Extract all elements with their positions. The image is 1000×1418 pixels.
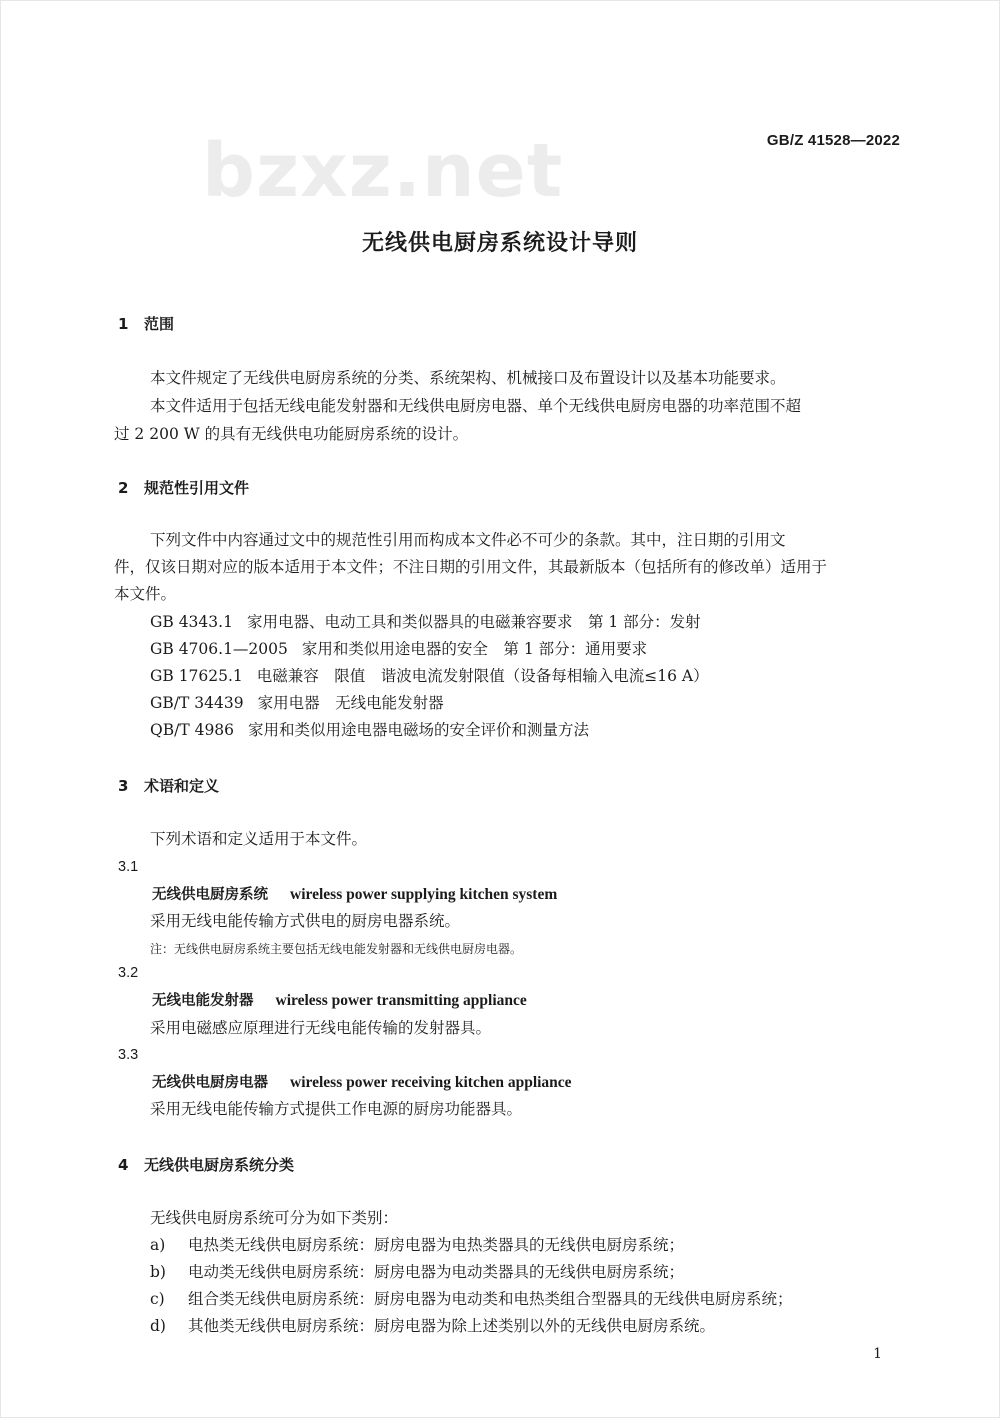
term-number: 3.3 — [118, 1047, 139, 1063]
term-entry — [152, 991, 527, 1011]
paragraph: 本文件规定了无线供电厨房系统的分类、系统架构、机械接口及布置设计以及基本功能要求。 — [150, 369, 786, 387]
reference-title: 家用和类似用途电器的安全 第 1 部分：通用要求 — [301, 640, 648, 658]
term-entry — [152, 885, 557, 905]
list-item-text: 其他类无线供电厨房系统：厨房电器为除上述类别以外的无线供电厨房系统。 — [188, 1317, 716, 1335]
term-note: 注：无线供电厨房系统主要包括无线电能发射器和无线供电厨房电器。 — [150, 942, 523, 956]
section-title: 无线供电厨房系统分类 — [144, 1156, 295, 1174]
term-zh: 无线电能发射器 — [152, 993, 254, 1009]
reference-title: 家用电器 无线电能发射器 — [257, 694, 444, 712]
term-number: 3.1 — [118, 859, 139, 875]
reference-code: GB 4706.1—2005 — [150, 640, 288, 658]
section-number: 2 — [118, 479, 129, 497]
reference-code: GB 17625.1 — [150, 667, 243, 685]
reference-item — [150, 666, 709, 686]
term-definition: 采用电磁感应原理进行无线电能传输的发射器具。 — [150, 1019, 492, 1037]
term-definition: 采用无线电能传输方式提供工作电源的厨房功能器具。 — [150, 1100, 523, 1118]
document-title: 无线供电厨房系统设计导则 — [361, 231, 638, 256]
list-marker: d) — [150, 1317, 166, 1335]
reference-code: QB/T 4986 — [150, 721, 235, 739]
list-marker: b) — [150, 1263, 166, 1281]
list-item-text: 电热类无线供电厨房系统：厨房电器为电热类器具的无线供电厨房系统； — [188, 1236, 685, 1254]
watermark: bzxz.net — [202, 128, 564, 214]
reference-code: GB 4343.1 — [150, 613, 233, 631]
section-1-heading — [118, 314, 174, 334]
term-zh: 无线供电厨房系统 — [152, 887, 268, 903]
section-title: 术语和定义 — [144, 777, 220, 795]
section-2-heading — [118, 478, 249, 498]
term-entry — [152, 1073, 572, 1093]
list-marker: a) — [150, 1236, 166, 1254]
reference-item — [150, 639, 647, 659]
list-marker: c) — [150, 1290, 165, 1308]
term-en: wireless power receiving kitchen appliance — [290, 1074, 572, 1091]
section-number: 1 — [118, 315, 129, 333]
reference-title: 家用电器、电动工具和类似器具的电磁兼容要求 第 1 部分：发射 — [246, 613, 701, 631]
reference-item — [150, 693, 444, 713]
reference-item — [150, 612, 701, 632]
term-number: 3.2 — [118, 965, 139, 981]
list-item — [150, 1262, 684, 1282]
paragraph: 本文件适用于包括无线电能发射器和无线供电厨房电器、单个无线供电厨房电器的功率范围不超 — [150, 397, 802, 415]
paragraph: 无线供电厨房系统可分为如下类别： — [150, 1209, 399, 1227]
section-title: 规范性引用文件 — [144, 479, 250, 497]
reference-title: 家用和类似用途电器电磁场的安全评价和测量方法 — [248, 721, 590, 739]
list-item-text: 电动类无线供电厨房系统：厨房电器为电动类器具的无线供电厨房系统； — [188, 1263, 685, 1281]
reference-code: GB/T 34439 — [150, 694, 244, 712]
paragraph-continuation: 件，仅该日期对应的版本适用于本文件；不注日期的引用文件，其最新版本（包括所有的修改单）适用于 — [114, 558, 828, 576]
list-item-text: 组合类无线供电厨房系统：厨房电器为电动类和电热类组合型器具的无线供电厨房系统； — [188, 1290, 793, 1308]
paragraph: 下列文件中内容通过文中的规范性引用而构成本文件必不可少的条款。其中，注日期的引用文 — [150, 531, 786, 549]
paragraph: 下列术语和定义适用于本文件。 — [150, 830, 368, 848]
paragraph-continuation: 过 2 200 W 的具有无线供电功能厨房系统的设计。 — [114, 425, 469, 443]
reference-title: 电磁兼容 限值 谐波电流发射限值（设备每相输入电流≤16 A） — [256, 667, 709, 685]
section-title: 范围 — [144, 315, 175, 333]
section-number: 4 — [118, 1156, 129, 1174]
list-item — [150, 1316, 715, 1336]
term-en: wireless power transmitting appliance — [275, 992, 527, 1009]
list-item — [150, 1235, 684, 1255]
reference-item — [150, 720, 589, 740]
list-item — [150, 1289, 793, 1309]
section-3-heading — [118, 776, 219, 796]
term-definition: 采用无线电能传输方式供电的厨房电器系统。 — [150, 912, 461, 930]
section-number: 3 — [118, 777, 129, 795]
term-zh: 无线供电厨房电器 — [152, 1075, 268, 1091]
term-en: wireless power supplying kitchen system — [290, 886, 558, 903]
page-number: 1 — [873, 1346, 882, 1362]
paragraph-continuation: 本文件。 — [114, 585, 177, 603]
section-4-heading — [118, 1155, 294, 1175]
standard-number: GB/Z 41528—2022 — [766, 132, 900, 149]
